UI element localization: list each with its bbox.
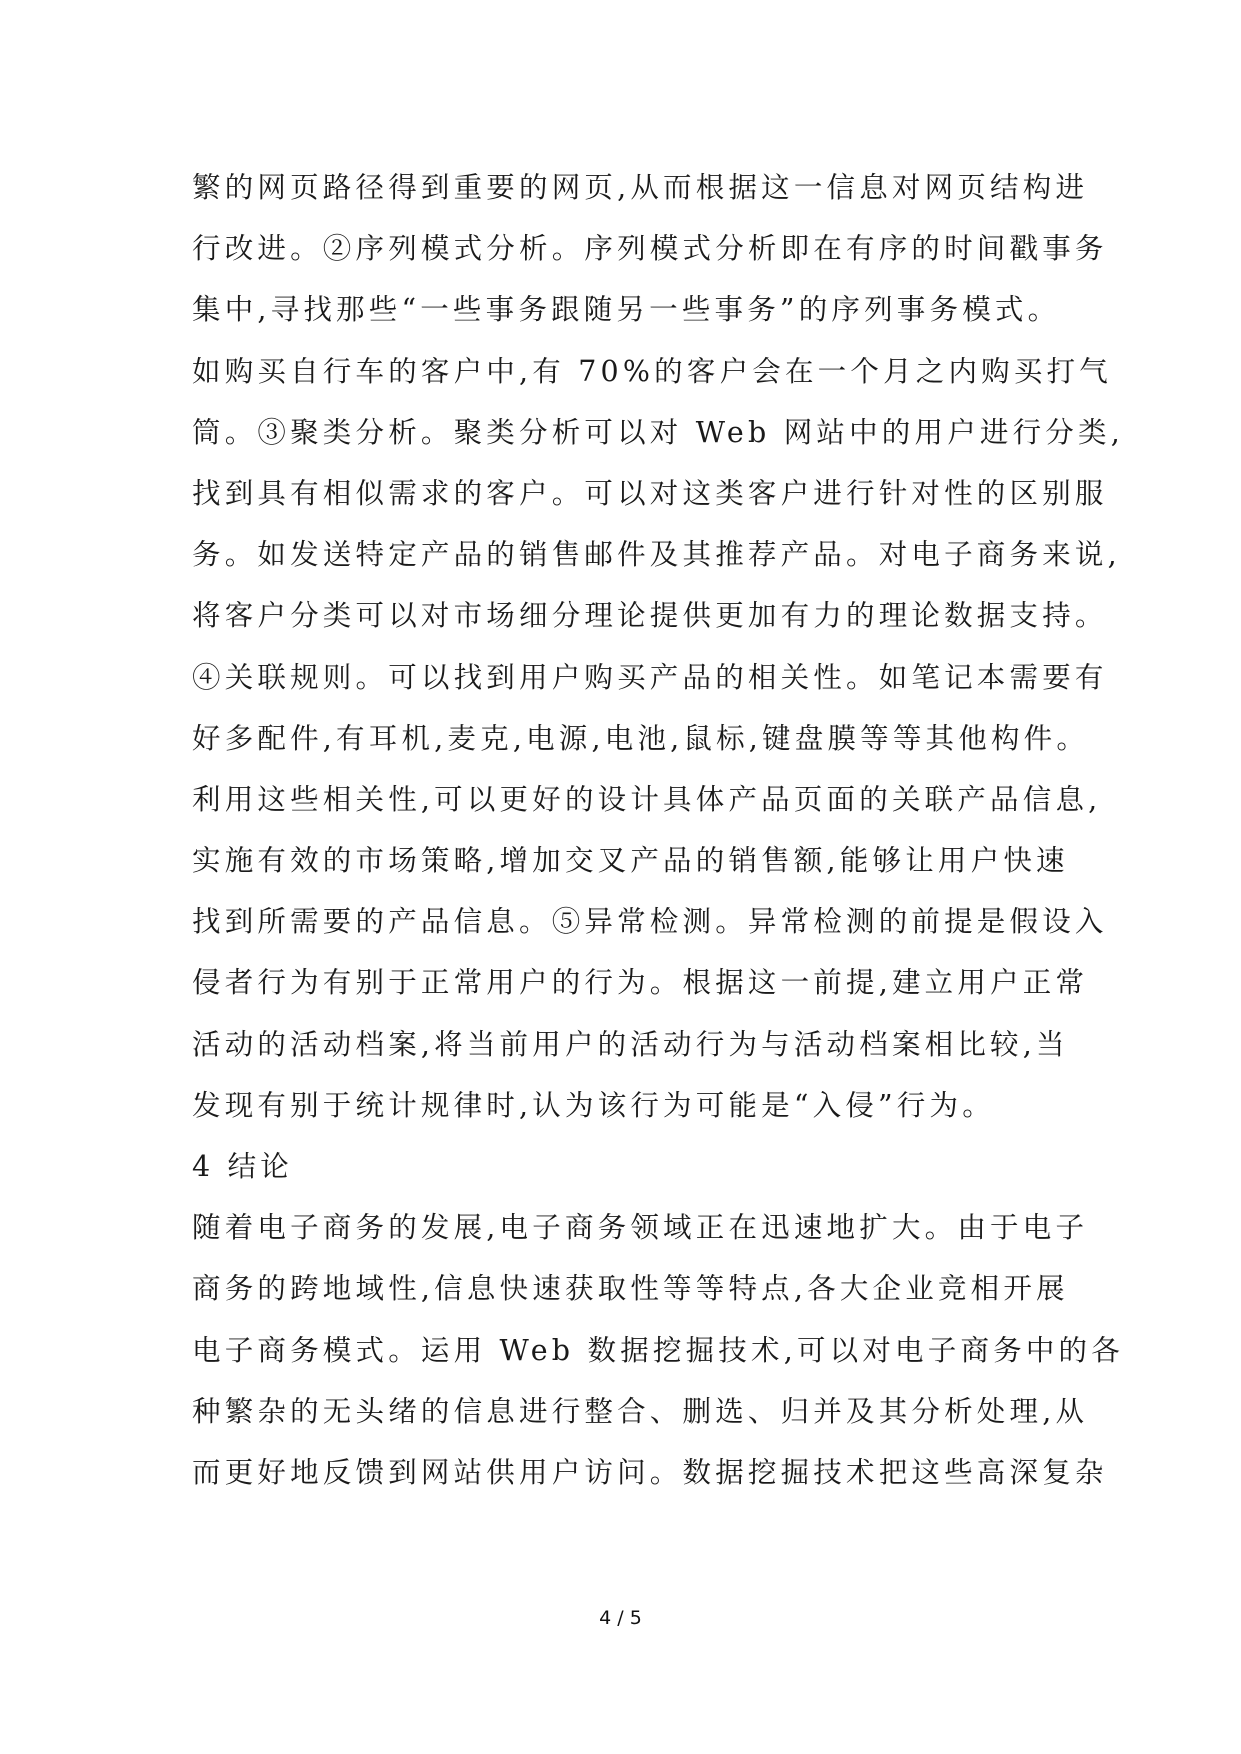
text-line: 电子商务模式。运用 Web 数据挖掘技术,可以对电子商务中的各 [192,1333,1124,1367]
text-line: 集中,寻找那些“一些事务跟随另一些事务”的序列事务模式。 [192,293,1061,327]
text-line: 好多配件,有耳机,麦克,电源,电池,鼠标,键盘膜等等其他构件。 [192,721,1090,755]
text-line: 繁的网页路径得到重要的网页,从而根据这一信息对网页结构进 [192,171,1089,204]
text-line: 行改进。②序列模式分析。序列模式分析即在有序的时间戳事务 [192,232,1108,266]
text-line: 随着电子商务的发展,电子商务领域正在迅速地扩大。由于电子 [192,1211,1089,1245]
text-line: 将客户分类可以对市场细分理论提供更加有力的理论数据支持。 [192,599,1108,633]
text-line: 务。如发送特定产品的销售邮件及其推荐产品。对电子商务来说, [192,538,1121,572]
text-line: 商务的跨地域性,信息快速获取性等等特点,各大企业竞相开展 [192,1272,1069,1306]
text-line: 找到具有相似需求的客户。可以对这类客户进行针对性的区别服 [192,476,1108,510]
text-line: 利用这些相关性,可以更好的设计具体产品页面的关联产品信息, [192,782,1102,816]
section-heading: 4 结论 [192,1150,293,1183]
text-line: 发现有别于统计规律时,认为该行为可能是“入侵”行为。 [192,1088,995,1122]
text-line: 种繁杂的无头绪的信息进行整合、删选、归并及其分析处理,从 [192,1394,1089,1428]
text-line: ④关联规则。可以找到用户购买产品的相关性。如笔记本需要有 [192,660,1108,694]
page-number: 4 / 5 [599,1607,642,1629]
text-line: 实施有效的市场策略,增加交叉产品的销售额,能够让用户快速 [192,844,1069,878]
text-line: 筒。③聚类分析。聚类分析可以对 Web 网站中的用户进行分类, [192,415,1124,449]
text-line: 找到所需要的产品信息。⑤异常检测。异常检测的前提是假设入 [192,905,1108,939]
text-line: 而更好地反馈到网站供用户访问。数据挖掘技术把这些高深复杂 [192,1455,1108,1489]
text-line: 侵者行为有别于正常用户的行为。根据这一前提,建立用户正常 [192,966,1089,1000]
body-text [192,157,1124,1503]
text-line: 活动的活动档案,将当前用户的活动行为与活动档案相比较,当 [192,1027,1069,1061]
text-line: 如购买自行车的客户中,有 70%的客户会在一个月之内购买打气 [192,354,1112,388]
